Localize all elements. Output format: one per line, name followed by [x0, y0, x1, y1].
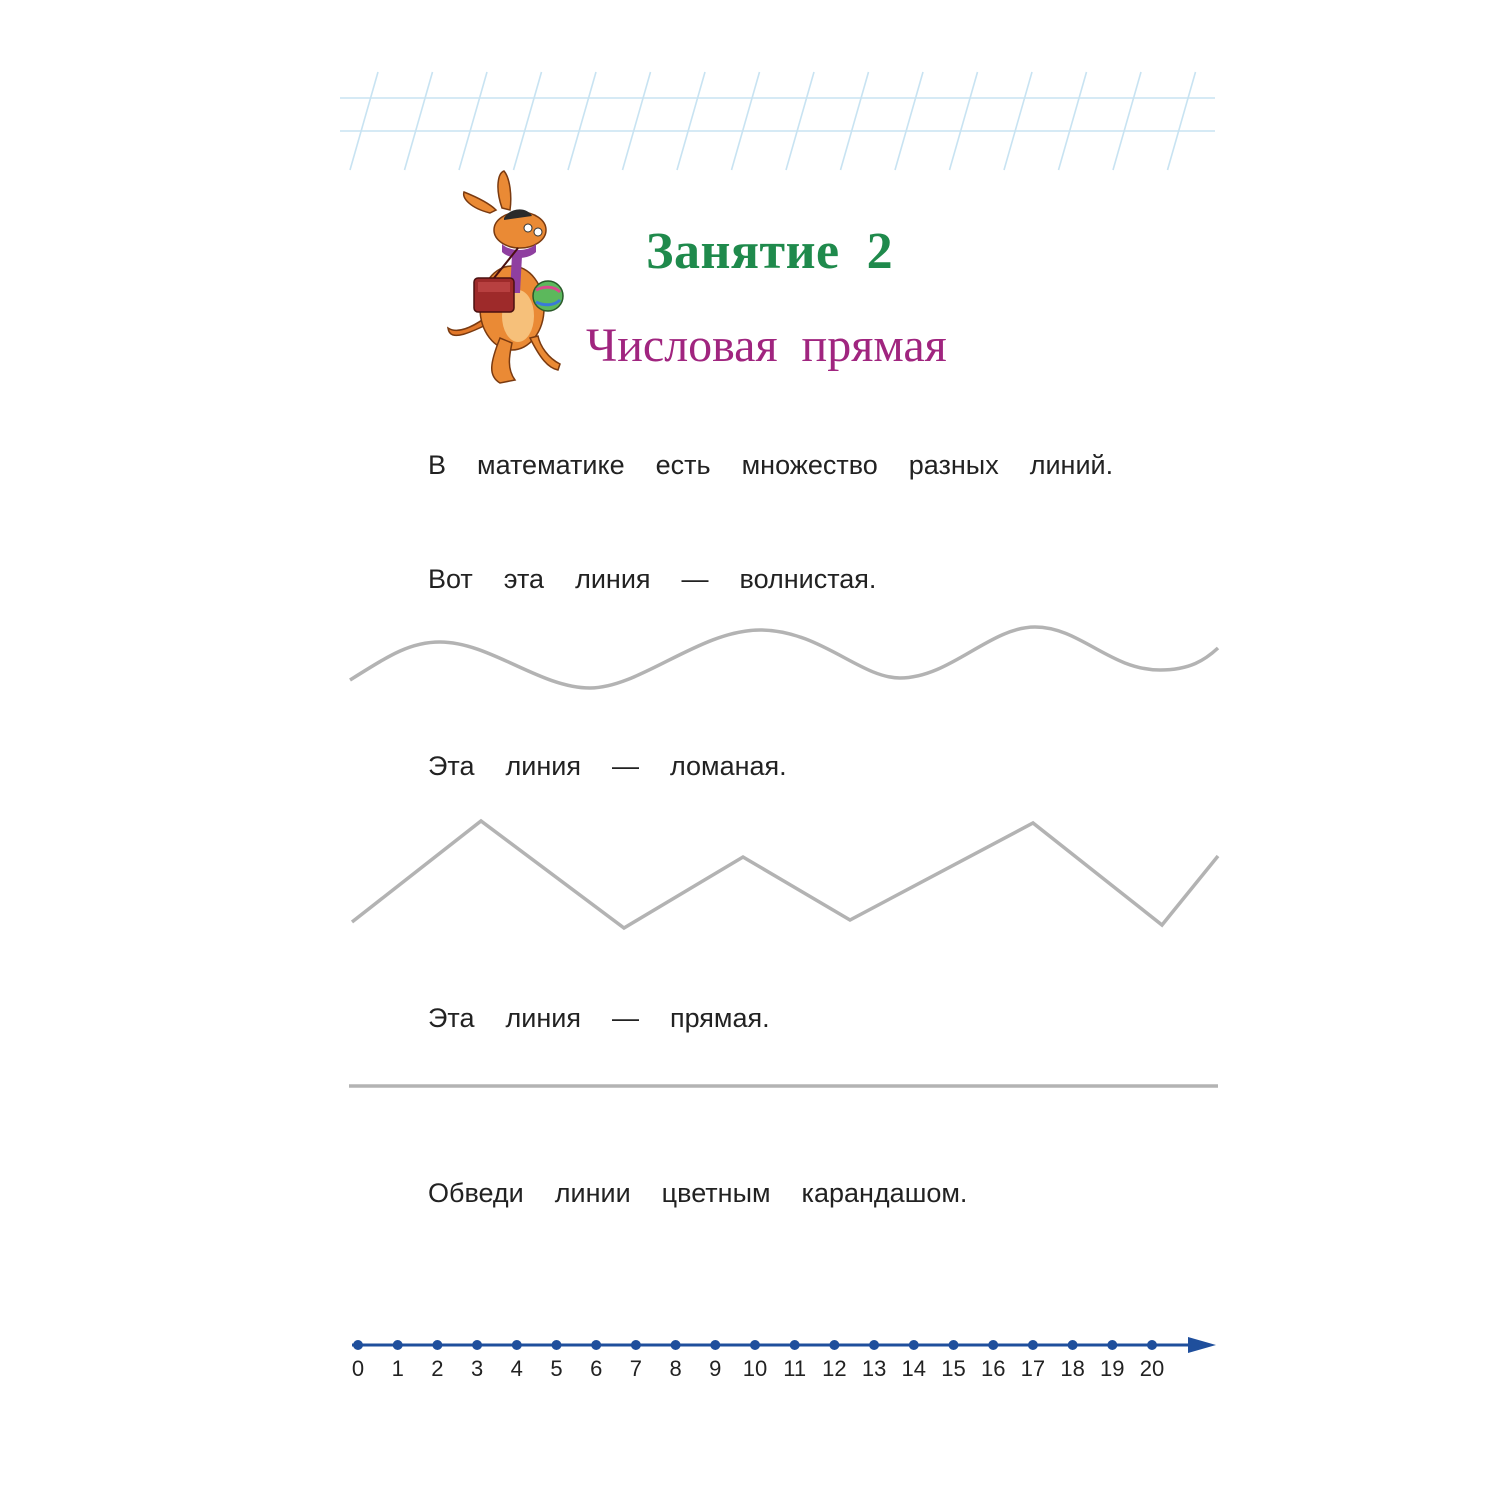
- number-line-point: [988, 1340, 998, 1350]
- task-instruction: Обведи линии цветным карандашом.: [428, 1178, 968, 1208]
- number-line-label: 6: [590, 1356, 603, 1381]
- number-line-point: [432, 1340, 442, 1350]
- number-line-point: [1028, 1340, 1038, 1350]
- number-line-label: 12: [822, 1356, 847, 1381]
- number-line-label: 4: [510, 1356, 523, 1381]
- number-line-label: 2: [431, 1356, 444, 1381]
- number-line-label: 19: [1100, 1356, 1125, 1381]
- number-line-label: 18: [1060, 1356, 1085, 1381]
- number-line-label: 8: [669, 1356, 682, 1381]
- broken-line: [352, 821, 1218, 928]
- number-line-label: 20: [1139, 1356, 1165, 1381]
- number-line-point: [1068, 1340, 1078, 1350]
- number-line-label: 3: [470, 1356, 484, 1381]
- wavy-line-caption: Вот эта линия — волнистая.: [428, 564, 877, 594]
- wavy-line: [350, 627, 1218, 688]
- number-line-point: [710, 1340, 720, 1350]
- number-line-point: [512, 1340, 522, 1350]
- intro-paragraph: В математике есть множество разных линий.: [428, 450, 1114, 480]
- number-line-point: [353, 1340, 363, 1350]
- number-line-label: 15: [941, 1356, 966, 1381]
- number-line-point: [671, 1340, 681, 1350]
- lesson-title: Занятие 2: [646, 223, 894, 280]
- number-line-point: [750, 1340, 760, 1350]
- number-line-label: 5: [550, 1356, 563, 1381]
- number-line-label: 14: [901, 1356, 927, 1381]
- number-line-label: 7: [629, 1356, 643, 1381]
- arrow-right-icon: [1188, 1337, 1216, 1353]
- number-line-point: [631, 1340, 641, 1350]
- number-line: [352, 1337, 1216, 1381]
- straight-line-caption: Эта линия — прямая.: [428, 1003, 770, 1033]
- number-line-point: [552, 1340, 562, 1350]
- number-line-label: 17: [1020, 1356, 1046, 1381]
- number-line-point: [591, 1340, 601, 1350]
- number-line-label: 1: [391, 1356, 404, 1381]
- number-line-label: 10: [742, 1356, 768, 1381]
- number-line-label: 9: [709, 1356, 722, 1381]
- number-line-label: 11: [783, 1356, 807, 1381]
- number-line-point: [790, 1340, 800, 1350]
- number-line-point: [949, 1340, 959, 1350]
- number-line-point: [393, 1340, 403, 1350]
- number-line-point: [1147, 1340, 1157, 1350]
- number-line-label: 0: [351, 1356, 365, 1381]
- number-line-point: [869, 1340, 879, 1350]
- number-line-label: 16: [980, 1356, 1006, 1381]
- number-line-point: [1107, 1340, 1117, 1350]
- number-line-point: [829, 1340, 839, 1350]
- number-line-point: [909, 1340, 919, 1350]
- broken-line-caption: Эта линия — ломаная.: [428, 751, 787, 781]
- number-line-point: [472, 1340, 482, 1350]
- number-line-label: 13: [861, 1356, 887, 1381]
- lesson-subtitle: Числовая прямая: [586, 319, 947, 372]
